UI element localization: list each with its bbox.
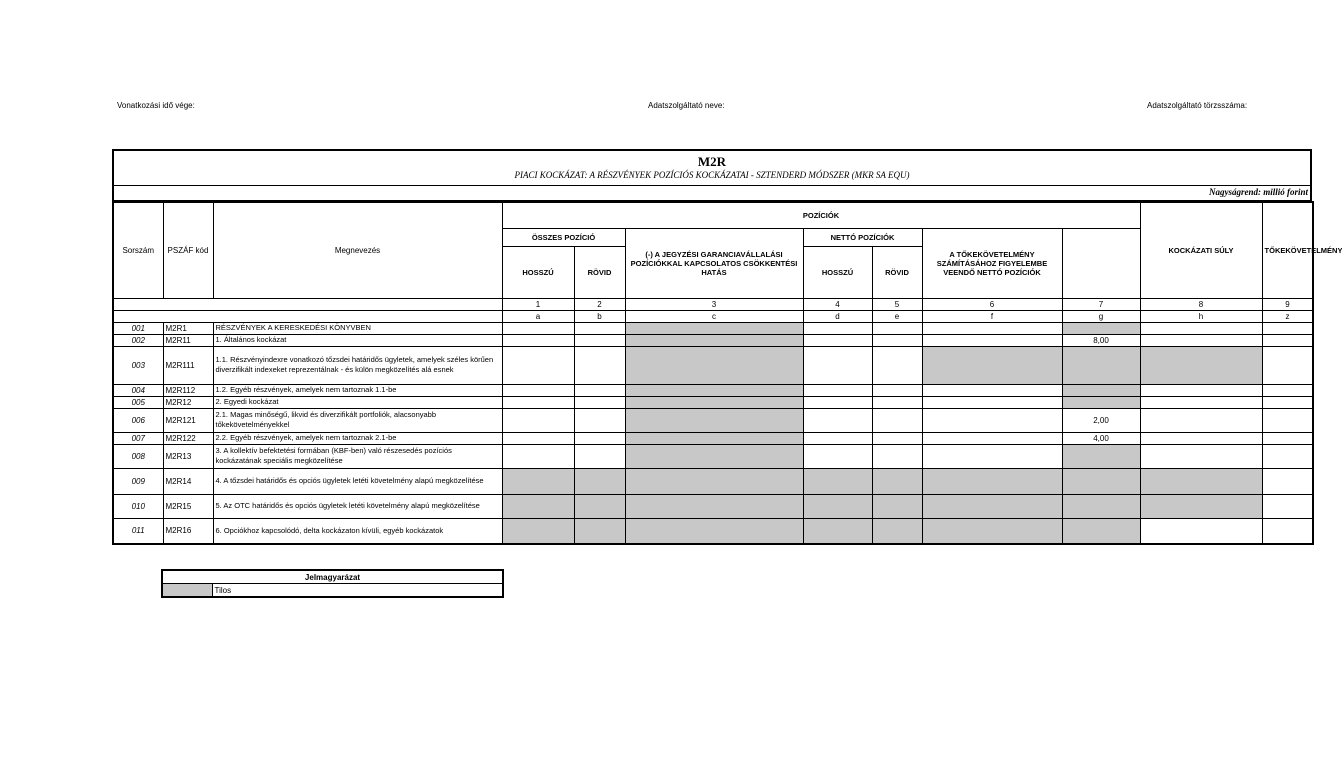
row-data-cell[interactable]	[1262, 384, 1313, 396]
col-num: 6	[922, 298, 1062, 310]
row-data-cell[interactable]	[502, 408, 574, 432]
row-weight-cell[interactable]: 8,00	[1062, 334, 1140, 346]
row-data-cell[interactable]	[922, 334, 1062, 346]
row-data-cell[interactable]	[803, 408, 872, 432]
table-body	[113, 322, 1313, 544]
col-sorszam: Sorszám	[113, 202, 163, 298]
row-weight-cell[interactable]: 2,00	[1062, 408, 1140, 432]
col-letter: f	[922, 310, 1062, 322]
row-code: M2R16	[163, 518, 213, 544]
column-letter-row	[113, 310, 1313, 322]
row-data-cell	[625, 322, 803, 334]
table-row	[113, 334, 1313, 346]
legend-table	[161, 569, 504, 598]
table-row	[113, 432, 1313, 444]
col-rovid-netto: RÖVID	[872, 246, 922, 298]
col-tokekov-netto: A TŐKEKÖVETELMÉNY SZÁMÍTÁSÁHOZ FIGYELEMBE VEENDŐ NETTÓ POZÍCIÓK	[922, 228, 1062, 298]
row-data-cell[interactable]	[803, 346, 872, 384]
unit-note: Nagyságrend: millió forint	[112, 186, 1312, 201]
row-data-cell[interactable]	[803, 322, 872, 334]
row-data-cell[interactable]	[574, 408, 625, 432]
row-number: 002	[113, 334, 163, 346]
table-row	[113, 494, 1313, 518]
row-description: 3. A kollektív befektetési formában (KBF-ben) való részesedés pozíciós kockázatának speciális megközelítése	[213, 444, 502, 468]
col-tokekov: TŐKEKÖVETELMÉNY	[1262, 202, 1313, 298]
legend-forbidden-label: Tilos	[212, 584, 503, 598]
row-number: 009	[113, 468, 163, 494]
row-data-cell	[625, 432, 803, 444]
table-row	[113, 518, 1313, 544]
row-data-cell	[922, 494, 1062, 518]
row-data-cell[interactable]	[872, 346, 922, 384]
col-rovid: RÖVID	[574, 246, 625, 298]
table-row	[113, 468, 1313, 494]
row-description: 1. Általános kockázat	[213, 334, 502, 346]
row-data-cell[interactable]	[574, 322, 625, 334]
row-data-cell[interactable]	[803, 444, 872, 468]
col-num: 2	[574, 298, 625, 310]
row-data-cell[interactable]	[502, 384, 574, 396]
col-jegyzesi: (-) A JEGYZÉSI GARANCIAVÁLLALÁSI POZÍCIÓKKAL KAPCSOLATOS CSÖKKENTÉSI HATÁS	[625, 228, 803, 298]
row-number: 005	[113, 396, 163, 408]
row-data-cell	[502, 518, 574, 544]
row-data-cell	[803, 518, 872, 544]
row-data-cell[interactable]	[872, 396, 922, 408]
row-code: M2R111	[163, 346, 213, 384]
form-title-box	[112, 149, 1312, 186]
row-data-cell[interactable]	[803, 432, 872, 444]
row-number: 001	[113, 322, 163, 334]
row-data-cell[interactable]	[1262, 432, 1313, 444]
row-data-cell	[922, 346, 1062, 384]
row-data-cell[interactable]	[1140, 432, 1262, 444]
row-data-cell	[1140, 494, 1262, 518]
row-data-cell[interactable]	[1140, 384, 1262, 396]
row-data-cell[interactable]	[1262, 408, 1313, 432]
form-subtitle: PIACI KOCKÁZAT: A RÉSZVÉNYEK POZÍCIÓS KOCKÁZATAI - SZTENDERD MÓDSZER (MKR SA EQU)	[514, 170, 910, 180]
row-description: 6. Opciókhoz kapcsolódó, delta kockázaton kívüli, egyéb kockázatok	[213, 518, 502, 544]
row-data-cell[interactable]	[872, 384, 922, 396]
row-data-cell[interactable]	[922, 432, 1062, 444]
row-weight-cell	[1062, 396, 1140, 408]
col-num: 8	[1140, 298, 1262, 310]
table-row	[113, 384, 1313, 396]
form-code: M2R	[697, 154, 727, 169]
table-row	[113, 444, 1313, 468]
table-row	[113, 322, 1313, 334]
row-data-cell[interactable]	[502, 322, 574, 334]
col-letter: b	[574, 310, 625, 322]
row-data-cell[interactable]	[1140, 334, 1262, 346]
row-description: 1.2. Egyéb részvények, amelyek nem tartoznak 1.1-be	[213, 384, 502, 396]
row-code: M2R13	[163, 444, 213, 468]
row-data-cell	[502, 468, 574, 494]
row-data-cell	[872, 468, 922, 494]
col-netto: NETTÓ POZÍCIÓK	[803, 228, 922, 246]
col-megnevezes: Megnevezés	[213, 202, 502, 298]
row-data-cell	[625, 334, 803, 346]
row-data-cell	[922, 468, 1062, 494]
row-data-cell	[574, 518, 625, 544]
report-table	[112, 201, 1342, 545]
row-description: 5. Az OTC határidős és opciós ügyletek letéti követelmény alapú megközelítése	[213, 494, 502, 518]
row-data-cell[interactable]	[1140, 396, 1262, 408]
row-data-cell[interactable]	[574, 384, 625, 396]
row-data-cell[interactable]	[574, 444, 625, 468]
row-number: 010	[113, 494, 163, 518]
row-data-cell[interactable]	[1262, 444, 1313, 468]
row-data-cell[interactable]	[574, 396, 625, 408]
col-pszaf: PSZÁF kód	[163, 202, 213, 298]
row-description: RÉSZVÉNYEK A KERESKEDÉSI KÖNYVBEN	[213, 322, 502, 334]
row-code: M2R11	[163, 334, 213, 346]
col-num: 3	[625, 298, 803, 310]
row-weight-cell	[1062, 494, 1140, 518]
row-data-cell	[625, 408, 803, 432]
col-letter: z	[1262, 310, 1313, 322]
row-data-cell[interactable]	[502, 432, 574, 444]
row-data-cell[interactable]	[1262, 518, 1313, 544]
provider-id-label: Adatszolgáltató törzsszáma:	[1147, 101, 1248, 110]
row-data-cell	[625, 384, 803, 396]
row-weight-cell	[1062, 346, 1140, 384]
row-weight-cell[interactable]: 4,00	[1062, 432, 1140, 444]
row-data-cell[interactable]	[1262, 468, 1313, 494]
row-number: 006	[113, 408, 163, 432]
row-data-cell[interactable]	[1262, 322, 1313, 334]
row-number: 011	[113, 518, 163, 544]
row-data-cell[interactable]	[803, 334, 872, 346]
col-letter: g	[1062, 310, 1140, 322]
row-description: 2.2. Egyéb részvények, amelyek nem tartoznak 2.1-be	[213, 432, 502, 444]
row-code: M2R1	[163, 322, 213, 334]
row-data-cell	[625, 396, 803, 408]
col-letter: a	[502, 310, 574, 322]
row-data-cell	[625, 468, 803, 494]
row-description: 1.1. Részvényindexre vonatkozó tőzsdei határidős ügyletek, amelyek széles körűen diverzifikált indexeket reprezentálnak - és külön megközelítés alá esnek	[213, 346, 502, 384]
col-num: 1	[502, 298, 574, 310]
col-num: 4	[803, 298, 872, 310]
row-data-cell[interactable]	[922, 384, 1062, 396]
row-data-cell[interactable]	[502, 334, 574, 346]
row-data-cell[interactable]	[872, 408, 922, 432]
row-data-cell[interactable]	[1262, 494, 1313, 518]
table-row	[113, 408, 1313, 432]
row-data-cell	[574, 494, 625, 518]
row-data-cell[interactable]	[803, 384, 872, 396]
provider-name-label: Adatszolgáltató neve:	[648, 101, 725, 110]
row-weight-cell	[1062, 518, 1140, 544]
row-data-cell[interactable]	[922, 408, 1062, 432]
row-code: M2R112	[163, 384, 213, 396]
row-data-cell	[1140, 346, 1262, 384]
row-data-cell[interactable]	[1262, 396, 1313, 408]
row-data-cell[interactable]	[1262, 334, 1313, 346]
row-data-cell	[803, 494, 872, 518]
row-data-cell[interactable]	[1140, 408, 1262, 432]
row-data-cell	[872, 518, 922, 544]
row-number: 004	[113, 384, 163, 396]
row-description: 2.1. Magas minőségű, likvid és diverzifikált portfoliók, alacsonyabb tőkekövetelményekkel	[213, 408, 502, 432]
col-osszes: ÖSSZES POZÍCIÓ	[502, 228, 625, 246]
row-data-cell[interactable]	[922, 396, 1062, 408]
row-description: 2. Egyedi kockázat	[213, 396, 502, 408]
row-data-cell[interactable]	[574, 432, 625, 444]
row-data-cell	[574, 468, 625, 494]
col-num: 7	[1062, 298, 1140, 310]
row-data-cell[interactable]	[1140, 444, 1262, 468]
legend-title: Jelmagyarázat	[162, 570, 503, 584]
col-hosszu-netto: HOSSZÚ	[803, 246, 872, 298]
col-num: 5	[872, 298, 922, 310]
row-number: 007	[113, 432, 163, 444]
row-data-cell[interactable]	[574, 334, 625, 346]
row-data-cell[interactable]	[872, 432, 922, 444]
row-data-cell	[625, 444, 803, 468]
col-letter: d	[803, 310, 872, 322]
row-code: M2R12	[163, 396, 213, 408]
row-data-cell[interactable]	[872, 334, 922, 346]
col-kockazati: KOCKÁZATI SÚLY	[1140, 202, 1262, 298]
row-data-cell	[625, 518, 803, 544]
row-data-cell[interactable]	[922, 444, 1062, 468]
row-data-cell[interactable]	[1140, 322, 1262, 334]
column-number-row	[113, 298, 1313, 310]
row-data-cell[interactable]	[872, 322, 922, 334]
legend-swatch-forbidden	[162, 584, 212, 598]
row-data-cell[interactable]	[574, 346, 625, 384]
col-letter: e	[872, 310, 922, 322]
col-poziciok: POZÍCIÓK	[502, 202, 1140, 228]
row-data-cell[interactable]	[922, 322, 1062, 334]
table-row	[113, 346, 1313, 384]
col-letter: c	[625, 310, 803, 322]
row-number: 008	[113, 444, 163, 468]
row-weight-cell	[1062, 468, 1140, 494]
col-letter: h	[1140, 310, 1262, 322]
period-end-label: Vonatkozási idő vége:	[117, 101, 195, 110]
row-data-cell[interactable]	[872, 444, 922, 468]
row-data-cell[interactable]	[502, 346, 574, 384]
col-hosszu: HOSSZÚ	[502, 246, 574, 298]
row-data-cell	[922, 518, 1062, 544]
row-code: M2R14	[163, 468, 213, 494]
col-num: 9	[1262, 298, 1313, 310]
row-number: 003	[113, 346, 163, 384]
row-code: M2R121	[163, 408, 213, 432]
row-weight-cell	[1062, 384, 1140, 396]
table-row	[113, 396, 1313, 408]
row-description: 4. A tőzsdei határidős és opciós ügyletek letéti követelmény alapú megközelítése	[213, 468, 502, 494]
row-data-cell[interactable]	[502, 396, 574, 408]
row-data-cell[interactable]	[1140, 518, 1262, 544]
row-weight-cell	[1062, 444, 1140, 468]
row-data-cell[interactable]	[803, 396, 872, 408]
row-data-cell	[625, 494, 803, 518]
row-data-cell	[872, 494, 922, 518]
row-data-cell	[1140, 468, 1262, 494]
row-data-cell[interactable]	[502, 444, 574, 468]
row-code: M2R122	[163, 432, 213, 444]
row-data-cell	[502, 494, 574, 518]
row-code: M2R15	[163, 494, 213, 518]
row-data-cell[interactable]	[1262, 346, 1313, 384]
row-data-cell	[803, 468, 872, 494]
row-data-cell	[625, 346, 803, 384]
row-weight-cell	[1062, 322, 1140, 334]
